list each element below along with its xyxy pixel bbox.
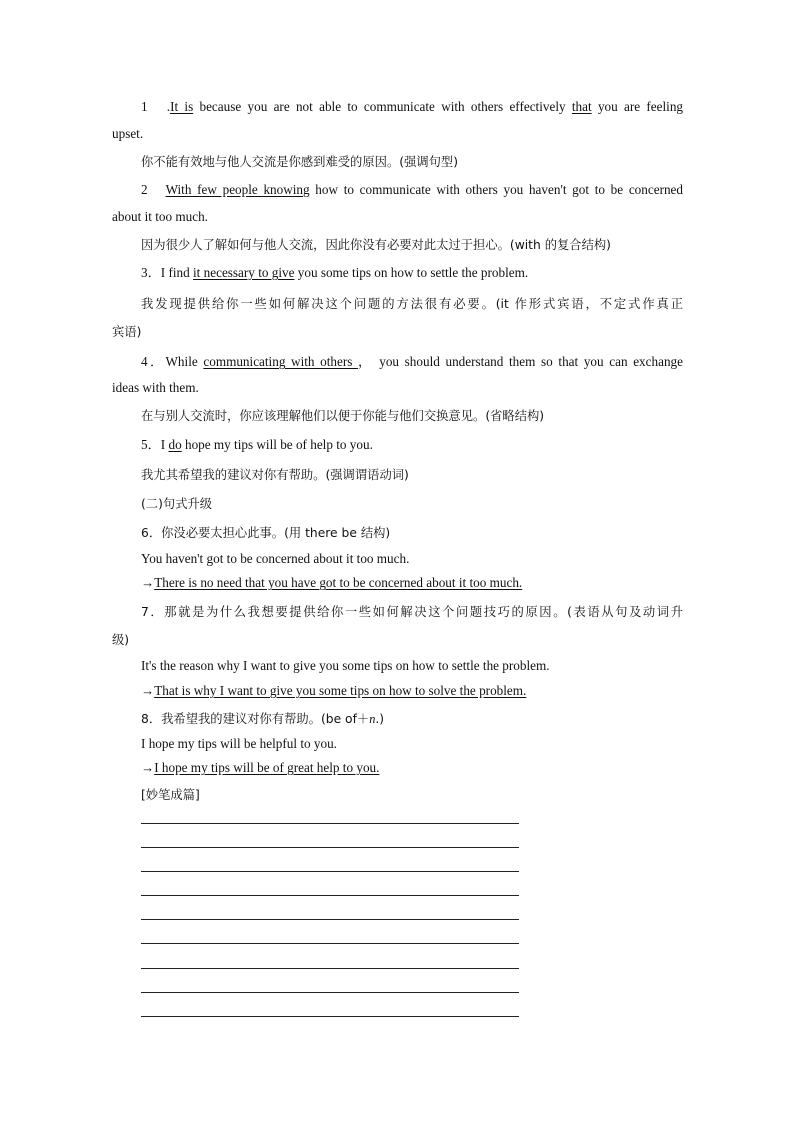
item-7-original: It's the reason why I want to give you some tips on how to settle the problem. <box>141 658 550 673</box>
answer-blank: With few people knowing <box>165 182 310 197</box>
arrow-icon: → <box>141 683 155 698</box>
section-2-title: (二)句式升级 <box>141 497 213 511</box>
answer-blank: communicating with others <box>203 354 359 369</box>
item-3-translation-continuation: 宾语) <box>112 325 142 339</box>
item-6-prompt: 6．你没必要太担心此事。(用 there be 结构) <box>141 526 391 540</box>
writing-line[interactable] <box>141 1016 519 1017</box>
arrow-icon: → <box>141 760 155 775</box>
item-number: 1 . <box>141 99 171 114</box>
item-2-translation: 因为很少人了解如何与他人交流，因此你没有必要对此太过于担心。(with 的复合结构) <box>141 238 611 252</box>
answer-text: I hope my tips will be of great help to you. <box>154 760 380 775</box>
answer-text: There is no need that you have got to be concerned about it too much. <box>154 575 523 590</box>
sentence-text: because you are not able to communicate with others effectively <box>193 99 572 114</box>
item-8-answer-line <box>141 760 683 776</box>
sentence-text: you some tips on how to settle the problem. <box>294 265 529 280</box>
writing-line[interactable] <box>141 943 519 944</box>
writing-line[interactable] <box>141 895 519 896</box>
writing-line[interactable] <box>141 968 519 969</box>
arrow-icon: → <box>141 575 155 590</box>
answer-blank: it necessary to give <box>193 265 295 280</box>
answer-blank: do <box>168 437 182 452</box>
answer-text: That is why I want to give you some tips on how to solve the problem. <box>154 683 527 698</box>
item-6-answer-line <box>141 575 683 591</box>
item-4-continuation: ideas with them. <box>112 380 199 395</box>
writing-line[interactable] <box>141 871 519 872</box>
item-7-prompt: 7．那就是为什么我想要提供给你一些如何解决这个问题技巧的原因。(表语从句及动词升 <box>141 605 683 619</box>
answer-blank: that <box>571 99 592 114</box>
answer-blank: It is <box>170 99 194 114</box>
sentence-text: hope my tips will be of help to you. <box>181 437 373 452</box>
writing-line[interactable] <box>141 847 519 848</box>
item-number: 4．While <box>141 354 204 369</box>
item-3-translation: 我发现提供给你一些如何解决这个问题的方法很有必要。(it 作形式宾语，不定式作真正 <box>141 297 683 311</box>
item-7-answer-line <box>141 683 683 699</box>
item-8-prompt: 8．我希望我的建议对你有帮助。(be of＋n.) <box>141 712 385 726</box>
sentence-text: how to communicate with others you haven't got to be concerned <box>309 182 684 197</box>
sentence-text: ， you should understand them so that you can exchange <box>358 354 683 369</box>
item-1-line <box>141 99 683 115</box>
item-2-line <box>141 182 683 198</box>
item-1-continuation: upset. <box>112 126 144 141</box>
item-5-translation: 我尤其希望我的建议对你有帮助。(强调谓语动词) <box>141 468 409 482</box>
sentence-text: you are feeling <box>591 99 684 114</box>
item-number: 2 <box>141 182 166 197</box>
writing-line[interactable] <box>141 919 519 920</box>
item-5-line <box>141 437 683 453</box>
writing-line[interactable] <box>141 992 519 993</box>
item-2-continuation: about it too much. <box>112 209 208 224</box>
item-number: 5．I <box>141 437 169 452</box>
item-4-line <box>141 354 683 370</box>
section-3-title: [妙笔成篇] <box>141 788 200 802</box>
item-7-prompt-continuation: 级) <box>112 633 130 647</box>
item-4-translation: 在与别人交流时，你应该理解他们以便于你能与他们交换意见。(省略结构) <box>141 409 545 423</box>
item-6-original: You haven't got to be concerned about it too much. <box>141 551 410 566</box>
item-1-translation: 你不能有效地与他人交流是你感到难受的原因。(强调句型) <box>141 155 459 169</box>
item-8-original: I hope my tips will be helpful to you. <box>141 736 337 751</box>
item-3-line <box>141 265 683 281</box>
writing-line[interactable] <box>141 823 519 824</box>
item-number: 3．I find <box>141 265 194 280</box>
